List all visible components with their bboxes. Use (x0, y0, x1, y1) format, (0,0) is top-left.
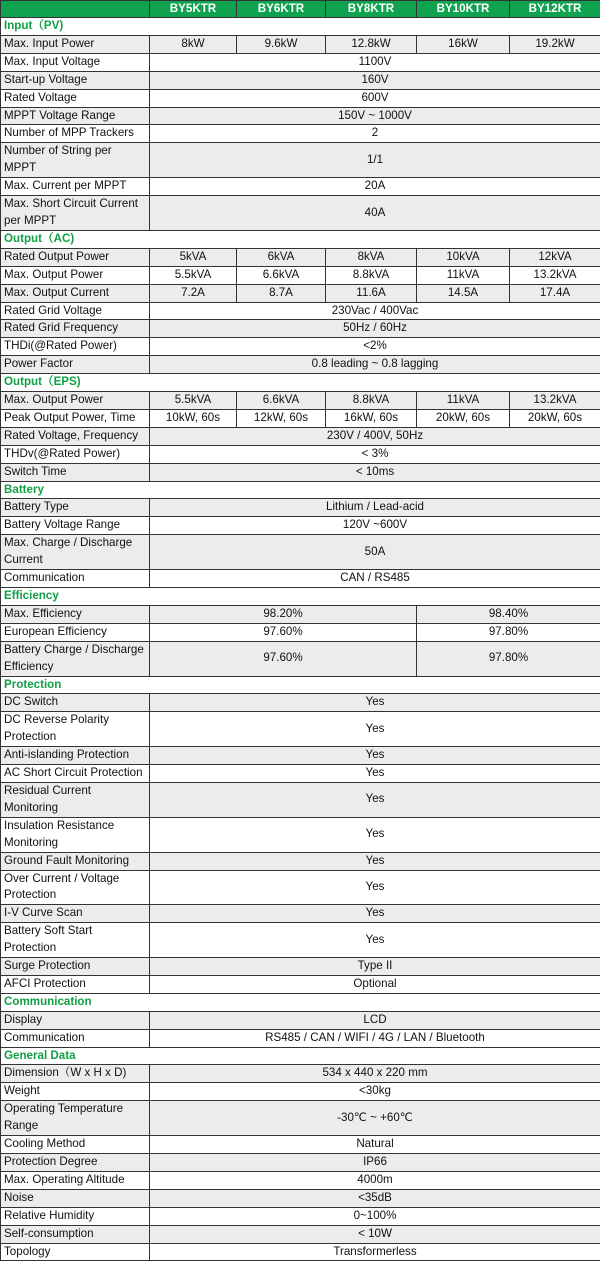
spec-label: European Efficiency (1, 623, 150, 641)
spec-label: Dimension（W x H x D) (1, 1065, 150, 1083)
spec-row (1, 196, 600, 231)
spec-value: 0~100% (150, 1207, 600, 1225)
spec-label: DC Switch (1, 694, 150, 712)
spec-label: Communication (1, 570, 150, 588)
spec-row (1, 320, 600, 338)
spec-value: 8.8kVA (326, 392, 417, 410)
spec-row (1, 747, 600, 765)
spec-value: 50A (150, 535, 600, 570)
spec-row (1, 178, 600, 196)
spec-label: Max. Operating Altitude (1, 1171, 150, 1189)
spec-row (1, 71, 600, 89)
spec-label: Max. Input Voltage (1, 53, 150, 71)
spec-value: 6kVA (237, 248, 326, 266)
spec-row (1, 782, 600, 817)
spec-label: Relative Humidity (1, 1207, 150, 1225)
spec-value: Natural (150, 1136, 600, 1154)
section-title: Battery (1, 481, 600, 499)
spec-label: Max. Current per MPPT (1, 178, 150, 196)
spec-row (1, 605, 600, 623)
section-header-row (1, 230, 600, 248)
spec-value: 9.6kW (237, 35, 326, 53)
spec-value: 98.20% (150, 605, 417, 623)
spec-label: THDi(@Rated Power) (1, 338, 150, 356)
spec-value: 97.80% (417, 641, 600, 676)
section-title: Communication (1, 993, 600, 1011)
spec-label: Rated Output Power (1, 248, 150, 266)
spec-value: 7.2A (150, 284, 237, 302)
spec-label: Weight (1, 1083, 150, 1101)
spec-label: Max. Efficiency (1, 605, 150, 623)
spec-value: Optional (150, 975, 600, 993)
model-header: BY6KTR (237, 1, 326, 18)
spec-row (1, 499, 600, 517)
section-header-row (1, 588, 600, 606)
spec-value: 12kVA (510, 248, 600, 266)
spec-row (1, 1189, 600, 1207)
section-header-row (1, 993, 600, 1011)
section-title: Output（AC) (1, 230, 600, 248)
spec-row (1, 1207, 600, 1225)
section-header-row (1, 676, 600, 694)
spec-label: Cooling Method (1, 1136, 150, 1154)
spec-row (1, 1011, 600, 1029)
spec-label: Rated Grid Frequency (1, 320, 150, 338)
spec-label: Max. Input Power (1, 35, 150, 53)
spec-value: 8.7A (237, 284, 326, 302)
spec-value: Yes (150, 905, 600, 923)
spec-label: Max. Output Power (1, 266, 150, 284)
spec-label: Number of String per MPPT (1, 143, 150, 178)
spec-value: Yes (150, 817, 600, 852)
spec-row (1, 958, 600, 976)
spec-row (1, 712, 600, 747)
spec-value: -30℃ ~ +60℃ (150, 1101, 600, 1136)
spec-label: Switch Time (1, 463, 150, 481)
section-header-row (1, 18, 600, 36)
spec-row (1, 107, 600, 125)
model-header: BY12KTR (510, 1, 600, 18)
spec-value: < 10ms (150, 463, 600, 481)
spec-value: CAN / RS485 (150, 570, 600, 588)
spec-label: Protection Degree (1, 1154, 150, 1172)
spec-value: Yes (150, 923, 600, 958)
spec-value: Yes (150, 712, 600, 747)
spec-row (1, 1171, 600, 1189)
spec-label: DC Reverse Polarity Protection (1, 712, 150, 747)
spec-label: Max. Short Circuit Current per MPPT (1, 196, 150, 231)
spec-row (1, 623, 600, 641)
spec-value: 50Hz / 60Hz (150, 320, 600, 338)
spec-label: Communication (1, 1029, 150, 1047)
spec-row (1, 1225, 600, 1243)
spec-label: Insulation Resistance Monitoring (1, 817, 150, 852)
section-title: Efficiency (1, 588, 600, 606)
spec-row (1, 694, 600, 712)
section-title: Protection (1, 676, 600, 694)
spec-row (1, 284, 600, 302)
spec-value: Yes (150, 747, 600, 765)
spec-row (1, 445, 600, 463)
spec-value: 8.8kVA (326, 266, 417, 284)
spec-row (1, 1083, 600, 1101)
section-header-row (1, 374, 600, 392)
spec-value: 230V / 400V, 50Hz (150, 427, 600, 445)
spec-value: Yes (150, 782, 600, 817)
spec-label: Rated Voltage, Frequency (1, 427, 150, 445)
spec-value: <35dB (150, 1189, 600, 1207)
spec-label: Battery Soft Start Protection (1, 923, 150, 958)
spec-value: <2% (150, 338, 600, 356)
spec-value: 600V (150, 89, 600, 107)
spec-row (1, 302, 600, 320)
spec-label: Operating Temperature Range (1, 1101, 150, 1136)
spec-row (1, 409, 600, 427)
spec-label: Display (1, 1011, 150, 1029)
spec-value: 98.40% (417, 605, 600, 623)
spec-row (1, 817, 600, 852)
spec-row (1, 1136, 600, 1154)
spec-value: 16kW, 60s (326, 409, 417, 427)
spec-value: 13.2kVA (510, 266, 600, 284)
spec-value: 10kVA (417, 248, 510, 266)
spec-row (1, 356, 600, 374)
spec-label: Power Factor (1, 356, 150, 374)
spec-row (1, 248, 600, 266)
spec-row (1, 535, 600, 570)
spec-value: 230Vac / 400Vac (150, 302, 600, 320)
spec-row (1, 266, 600, 284)
spec-value: 5.5kVA (150, 266, 237, 284)
table-header (1, 1, 600, 18)
spec-label: Start-up Voltage (1, 71, 150, 89)
spec-row (1, 1154, 600, 1172)
spec-row (1, 765, 600, 783)
spec-label: Rated Voltage (1, 89, 150, 107)
model-header: BY8KTR (326, 1, 417, 18)
spec-label: Max. Charge / Discharge Current (1, 535, 150, 570)
spec-value: Type II (150, 958, 600, 976)
spec-row (1, 1029, 600, 1047)
spec-label: AC Short Circuit Protection (1, 765, 150, 783)
spec-label: I-V Curve Scan (1, 905, 150, 923)
spec-value: 11kVA (417, 266, 510, 284)
spec-value: Yes (150, 870, 600, 905)
spec-row (1, 463, 600, 481)
spec-value: 120V ~600V (150, 517, 600, 535)
spec-row (1, 427, 600, 445)
spec-value: 5.5kVA (150, 392, 237, 410)
spec-row (1, 1101, 600, 1136)
spec-row (1, 35, 600, 53)
spec-row (1, 852, 600, 870)
spec-value: 97.80% (417, 623, 600, 641)
spec-value: 20A (150, 178, 600, 196)
spec-value: <30kg (150, 1083, 600, 1101)
spec-row (1, 53, 600, 71)
spec-value: Lithium / Lead-acid (150, 499, 600, 517)
spec-value: 8kVA (326, 248, 417, 266)
spec-row (1, 338, 600, 356)
section-header-row (1, 481, 600, 499)
spec-value: 20kW, 60s (417, 409, 510, 427)
spec-value: LCD (150, 1011, 600, 1029)
spec-value: 12.8kW (326, 35, 417, 53)
spec-row (1, 641, 600, 676)
spec-value: 1100V (150, 53, 600, 71)
spec-value: 19.2kW (510, 35, 600, 53)
spec-label: Anti-islanding Protection (1, 747, 150, 765)
spec-value: 4000m (150, 1171, 600, 1189)
spec-value: 17.4A (510, 284, 600, 302)
section-title: General Data (1, 1047, 600, 1065)
table-body (1, 18, 600, 1261)
spec-label: Number of MPP Trackers (1, 125, 150, 143)
spec-row (1, 905, 600, 923)
spec-value: Yes (150, 852, 600, 870)
spec-row (1, 975, 600, 993)
model-header: BY10KTR (417, 1, 510, 18)
spec-label: Topology (1, 1243, 150, 1261)
spec-value: 160V (150, 71, 600, 89)
spec-label: Max. Output Current (1, 284, 150, 302)
spec-label: Peak Output Power, Time (1, 409, 150, 427)
spec-value: 10kW, 60s (150, 409, 237, 427)
spec-row (1, 125, 600, 143)
spec-value: Transformerless (150, 1243, 600, 1261)
section-title: Output（EPS) (1, 374, 600, 392)
spec-value: 11.6A (326, 284, 417, 302)
spec-row (1, 392, 600, 410)
header-corner (1, 1, 150, 18)
spec-value: 97.60% (150, 641, 417, 676)
spec-label: Self-consumption (1, 1225, 150, 1243)
spec-value: 8kW (150, 35, 237, 53)
spec-value: 40A (150, 196, 600, 231)
spec-label: Battery Type (1, 499, 150, 517)
spec-label: Over Current / Voltage Protection (1, 870, 150, 905)
spec-value: 12kW, 60s (237, 409, 326, 427)
spec-value: 6.6kVA (237, 266, 326, 284)
spec-row (1, 517, 600, 535)
spec-label: Battery Charge / Discharge Efficiency (1, 641, 150, 676)
spec-label: Surge Protection (1, 958, 150, 976)
header-row (1, 1, 600, 18)
spec-value: 1/1 (150, 143, 600, 178)
spec-value: Yes (150, 765, 600, 783)
spec-label: Noise (1, 1189, 150, 1207)
spec-row (1, 143, 600, 178)
spec-row (1, 870, 600, 905)
spec-value: IP66 (150, 1154, 600, 1172)
model-header: BY5KTR (150, 1, 237, 18)
spec-value: 6.6kVA (237, 392, 326, 410)
spec-label: Battery Voltage Range (1, 517, 150, 535)
spec-row (1, 1065, 600, 1083)
spec-row (1, 570, 600, 588)
spec-label: AFCI Protection (1, 975, 150, 993)
spec-value: 150V ~ 1000V (150, 107, 600, 125)
spec-value: Yes (150, 694, 600, 712)
spec-row (1, 89, 600, 107)
spec-value: < 3% (150, 445, 600, 463)
spec-value: 5kVA (150, 248, 237, 266)
spec-label: Max. Output Power (1, 392, 150, 410)
spec-value: RS485 / CAN / WIFI / 4G / LAN / Bluetooth (150, 1029, 600, 1047)
spec-value: 97.60% (150, 623, 417, 641)
section-title: Input（PV) (1, 18, 600, 36)
spec-row (1, 923, 600, 958)
spec-value: 534 x 440 x 220 mm (150, 1065, 600, 1083)
spec-value: 20kW, 60s (510, 409, 600, 427)
spec-label: MPPT Voltage Range (1, 107, 150, 125)
spec-label: Residual Current Monitoring (1, 782, 150, 817)
spec-label: Ground Fault Monitoring (1, 852, 150, 870)
spec-label: THDv(@Rated Power) (1, 445, 150, 463)
spec-value: 2 (150, 125, 600, 143)
spec-value: 11kVA (417, 392, 510, 410)
section-header-row (1, 1047, 600, 1065)
spec-value: 13.2kVA (510, 392, 600, 410)
spec-value: 16kW (417, 35, 510, 53)
spec-label: Rated Grid Voltage (1, 302, 150, 320)
spec-value: 0.8 leading ~ 0.8 lagging (150, 356, 600, 374)
spec-value: < 10W (150, 1225, 600, 1243)
spec-value: 14.5A (417, 284, 510, 302)
